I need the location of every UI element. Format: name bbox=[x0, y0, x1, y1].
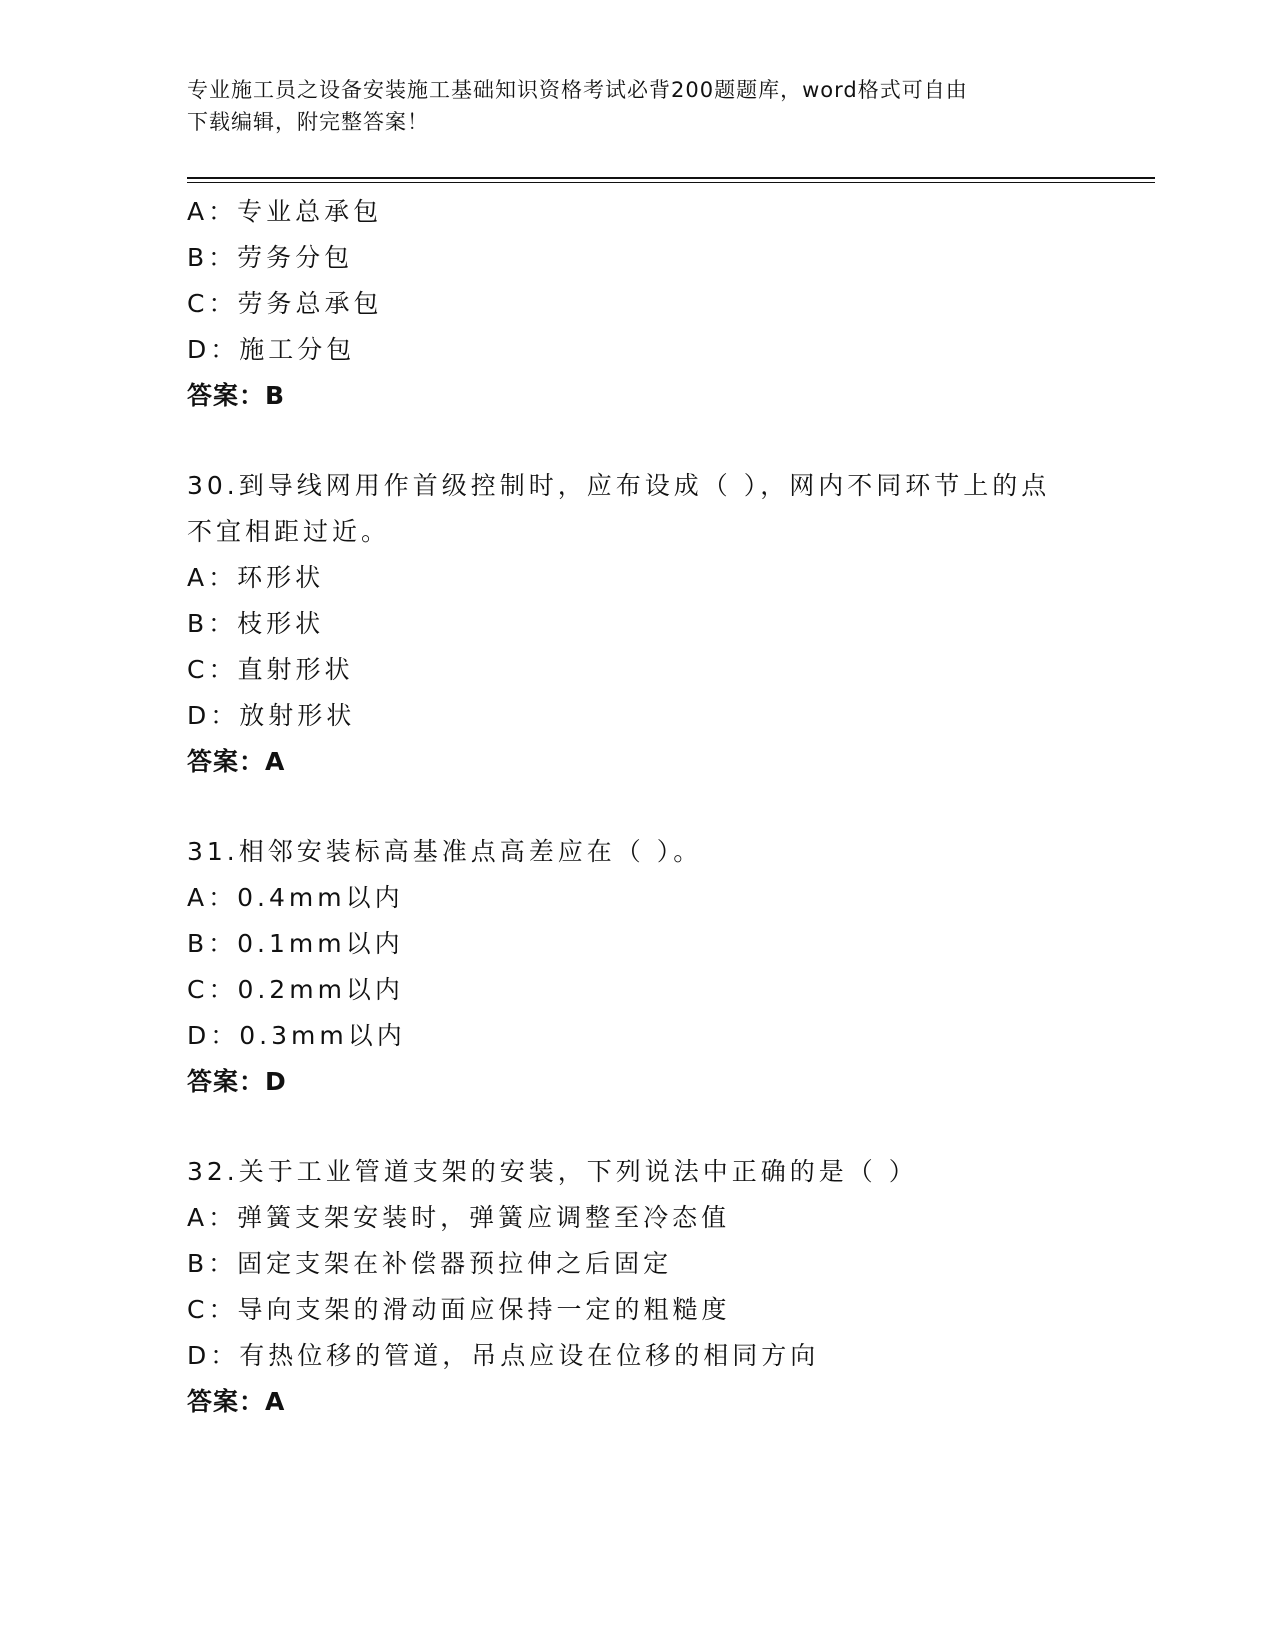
question-text: 31.相邻安装标高基准点高差应在（ ）。 bbox=[187, 837, 703, 866]
question-text-line-1: 30.到导线网用作首级控制时，应布设成（ ），网内不同环节上的点 bbox=[187, 471, 1051, 500]
option-a: A：专业总承包 bbox=[187, 197, 383, 226]
option-b: B：0.1mm以内 bbox=[187, 929, 404, 958]
header-rule-thin bbox=[187, 182, 1155, 183]
option-a: A：环形状 bbox=[187, 563, 325, 592]
answer-line: 答案：A bbox=[187, 1387, 286, 1416]
question-text-line-2: 不宜相距过近。 bbox=[187, 517, 391, 546]
option-d: D：施工分包 bbox=[187, 335, 356, 364]
answer-line: 答案：D bbox=[187, 1067, 287, 1096]
option-a: A：0.4mm以内 bbox=[187, 883, 404, 912]
answer-line: 答案：B bbox=[187, 381, 286, 410]
option-c: C：直射形状 bbox=[187, 655, 354, 684]
option-b: B：枝形状 bbox=[187, 609, 325, 638]
question-text bbox=[187, 463, 1067, 555]
option-d: D：0.3mm以内 bbox=[187, 1021, 406, 1050]
option-d: D：有热位移的管道，吊点应设在位移的相同方向 bbox=[187, 1341, 820, 1370]
answer-line: 答案：A bbox=[187, 747, 286, 776]
question-29-partial bbox=[187, 189, 1155, 419]
option-a: A：弹簧支架安装时，弹簧应调整至冷态值 bbox=[187, 1203, 731, 1232]
header-line-1: 专业施工员之设备安装施工基础知识资格考试必背200题题库，word格式可自由 bbox=[187, 78, 968, 102]
question-30 bbox=[187, 463, 1155, 785]
question-list bbox=[187, 189, 1155, 1425]
option-d: D：放射形状 bbox=[187, 701, 356, 730]
option-c: C：劳务总承包 bbox=[187, 289, 383, 318]
option-c: C：导向支架的滑动面应保持一定的粗糙度 bbox=[187, 1295, 731, 1324]
header-line-2: 下载编辑，附完整答案！ bbox=[187, 110, 429, 134]
question-31 bbox=[187, 829, 1155, 1105]
option-b: B：固定支架在补偿器预拉伸之后固定 bbox=[187, 1249, 673, 1278]
question-text: 32.关于工业管道支架的安装，下列说法中正确的是（ ） bbox=[187, 1157, 918, 1186]
option-c: C：0.2mm以内 bbox=[187, 975, 404, 1004]
question-32 bbox=[187, 1149, 1155, 1425]
document-header bbox=[187, 74, 1077, 138]
option-b: B：劳务分包 bbox=[187, 243, 354, 272]
header-rule-thick bbox=[187, 177, 1155, 179]
